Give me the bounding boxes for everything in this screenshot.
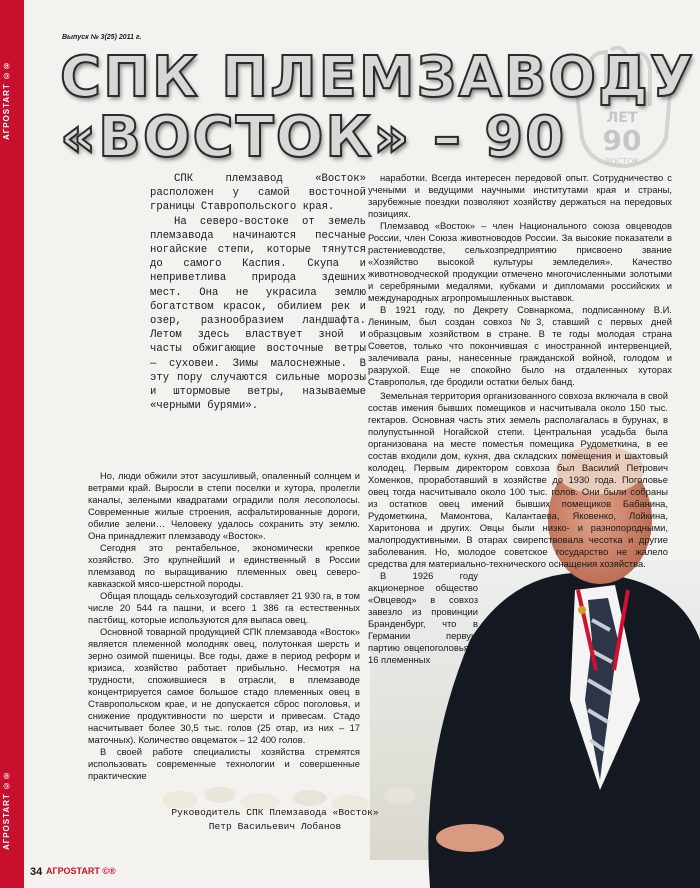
body-paragraph: В своей работе специалисты хозяйства стремятся использовать современные технологии и совершенные практические: [88, 746, 360, 781]
title-line-1: СПК ПЛЕМЗАВОДУ: [60, 45, 696, 110]
body-paragraph: В 1921 году, по Декрету Совнаркома, подписанному В.И. Лениным, был создан совхоз №3, ставший с первых дней образцовым хозяйством в стране. В те годы молодая страна Советов, только что покончившая с иностранной интервенцией, залечивала раны, нанесенные гражданской войной, голодом и разрухой. Еще не спокойно было на отдаленных хуторах Ставрополья, где бродили остатки белых банд.: [368, 304, 672, 387]
title-line-2: «ВОСТОК» – 90: [60, 105, 567, 170]
body-paragraph: В 1926 году акционерное общество «Овцевод» в совхоз завезло из провинции Бранденбург, что в Германии первую партию овцепоголовья – 16 племенных: [368, 570, 478, 665]
page-number: 34: [30, 866, 43, 878]
caption-line-2: Петр Васильевич Лобанов: [208, 821, 342, 832]
side-brand-bottom: АГРОSTART ©®: [2, 769, 11, 850]
photo-caption: [150, 806, 400, 834]
body-paragraph: Сегодня это рентабельное, экономически крепкое хозяйство. Это крупнейший и единственный в России племзавод по выращиванию племенных овец северо-кавказской мясо-шерстной породы.: [88, 542, 360, 589]
body-paragraph: Земельная территория организованного совхоза включала в свой состав имения бывших помещиков и насчитывала около 150 тыс. гектаров. Основная часть этих земель располагалась в бурунах, в полупустынной Ногайской степи. Центральная усадьба была организована на месте поместья помещика Рудометкина, в ее состав входили дом, кухня, два складских помещения и шахтовый колодец. Первым директором совхоза был Василий Петрович Хоменков, проработавший в хозяйстве до 1930 года. Поголовье овец тогда насчитывало около 100 тыс. голов. Они были собраны из остатков овец имений бывших помещиков Бабанина, Рудометкина, Мамонтова, Калантаева, Яковенко, Лойкина, Харитонова и других. Овцы были низко- и разнопородными, малопродуктивными. В отарах свирепствовала чесотка и другие заболевания. Но, молодое советское государство не жалело средства для материально-технического оснащения хозяйства.: [368, 390, 668, 569]
footer-brand: АГРОSTART ©®: [46, 866, 116, 876]
body-paragraph: Племзавод «Восток» – член Национального союза овцеводов России, член Союза животноводов России. За высокие показатели в растениеводстве, сельхозпредприятию присвоено звание «Хозяйство высокой культуры земледелия». Качество животноводческой продукции отмечено многочисленными золотыми и серебряными медалями, кубками и дипломами российских и международных агропромышленных выставок.: [368, 220, 672, 303]
right-column: [368, 172, 672, 388]
intro-paragraph: На северо-востоке от земель племзавода начинаются песчаные ногайские степи, которые тянутся до самого Каспия. Скупа и неприветлива природа здешних мест. Она не украсила землю богатством красок, обилием рек и озер, разнообразием ландшафта. Летом здесь властвует зной и часты обжигающие восточные ветры — суховеи. Зимы малоснежные. В эту пору случаются сильные морозы и штормовые ветры, называемые «черными бурями».: [150, 215, 366, 413]
body-paragraph: Основной товарной продукцией СПК племзавода «Восток» является племенной молодняк овец, полутонкая шерсть и зерно озимой пшеницы. Все годы, даже в период реформ и кризиса, хозяйство работает прибыльно. Несмотря на трудности, спожившиеся в отрасли, в племзаводе концентрируется самое большое стадо племенных овец в Ставропольском крае, и не допускается сброс поголовья, и снижение продуктивности по шерсти и привесам. Стадо насчитывает более 30,5 тыс. голов (25 отар, из них – 17 маточных). Количество овцематок – 12 400 голов.: [88, 626, 360, 745]
body-paragraph: Общая площадь сельхозугодий составляет 21 930 га, в том числе 20 544 га пашни, и всего 1 386 га естественных пастбищ, которые используются для выпаса овец.: [88, 590, 360, 625]
logo-label: ЛЕТ: [606, 110, 638, 126]
body-paragraph: наработки. Всегда интересен передовой опыт. Сотрудничество с учеными и ведущими научными институтами края и страны, зарубежные поездки позволяют хозяйству держаться на передовых позициях.: [368, 172, 672, 219]
body-paragraph: Но, люди обжили этот засушливый, опаленный солнцем и ветрами край. Выросли в степи поселки и хутора, пролегли каналы, зелеными квадратами оградили поля лесополосы. Современные жилые строения, асфальтированные дороги, обилие зелени… Человеку удалось сохранить эту землю. Она принадлежит племзаводу «Восток».: [88, 470, 360, 541]
issue-line: Выпуск № 3(25) 2011 г.: [62, 34, 142, 41]
right-lower-column: [368, 390, 672, 666]
left-column: [88, 470, 360, 782]
intro-column: [150, 172, 366, 413]
logo-number: 90: [602, 124, 642, 157]
intro-paragraph: СПК племзавод «Восток» расположен у самой восточной границы Ставропольского края.: [150, 173, 366, 214]
logo-sub: ВОСТОК: [604, 157, 640, 166]
caption-line-1: Руководитель СПК Племзавода «Восток»: [171, 807, 379, 818]
side-brand-top: АГРОSTART ©®: [2, 59, 11, 140]
